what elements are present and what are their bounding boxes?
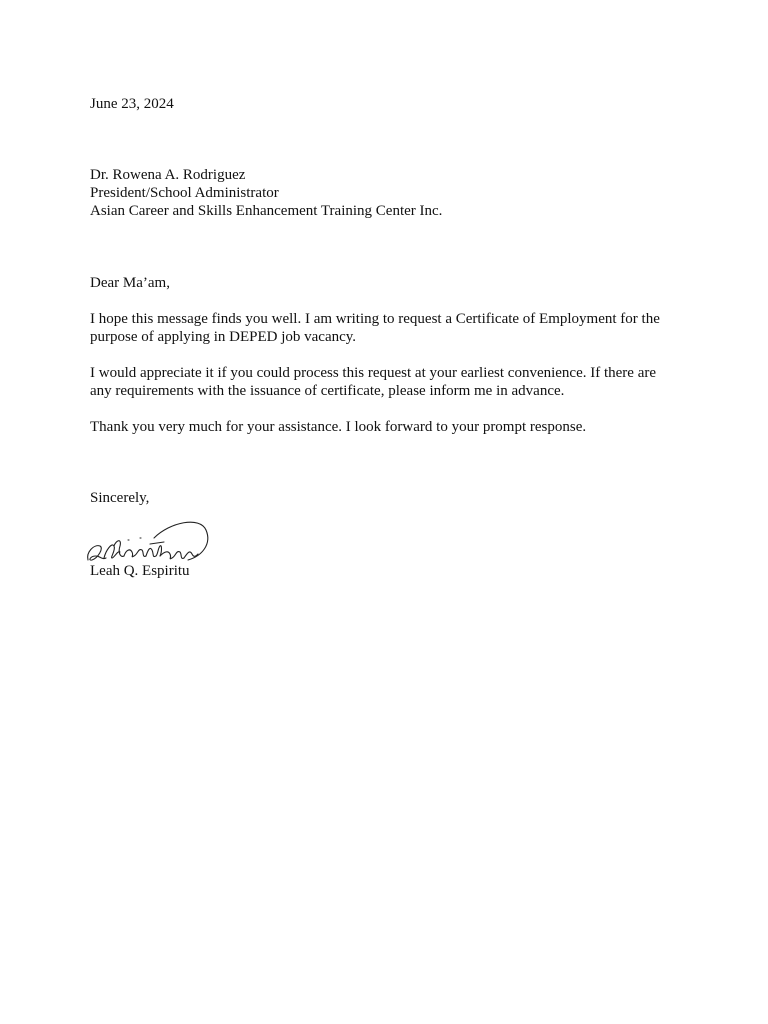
recipient-organization: Asian Career and Skills Enhancement Training Center Inc. — [90, 203, 443, 219]
closing: Sincerely, — [90, 490, 150, 506]
recipient-name: Dr. Rowena A. Rodriguez — [90, 167, 246, 183]
salutation: Dear Ma’am, — [90, 275, 170, 291]
body-paragraph-1: I hope this message finds you well. I am writing to request a Certificate of Employment for the purpose of applying in DEPED job vacancy. — [90, 311, 660, 345]
letter-date: June 23, 2024 — [90, 96, 174, 112]
recipient-title: President/School Administrator — [90, 185, 279, 201]
body-paragraph-2: I would appreciate it if you could process this request at your earliest convenience. If there are any requirements with the issuance of certificate, please inform me in advance. — [90, 365, 657, 399]
sender-name: Leah Q. Espiritu — [90, 563, 190, 579]
body-paragraph-3: Thank you very much for your assistance. I look forward to your prompt response. — [90, 419, 587, 435]
signature-icon — [84, 516, 214, 568]
